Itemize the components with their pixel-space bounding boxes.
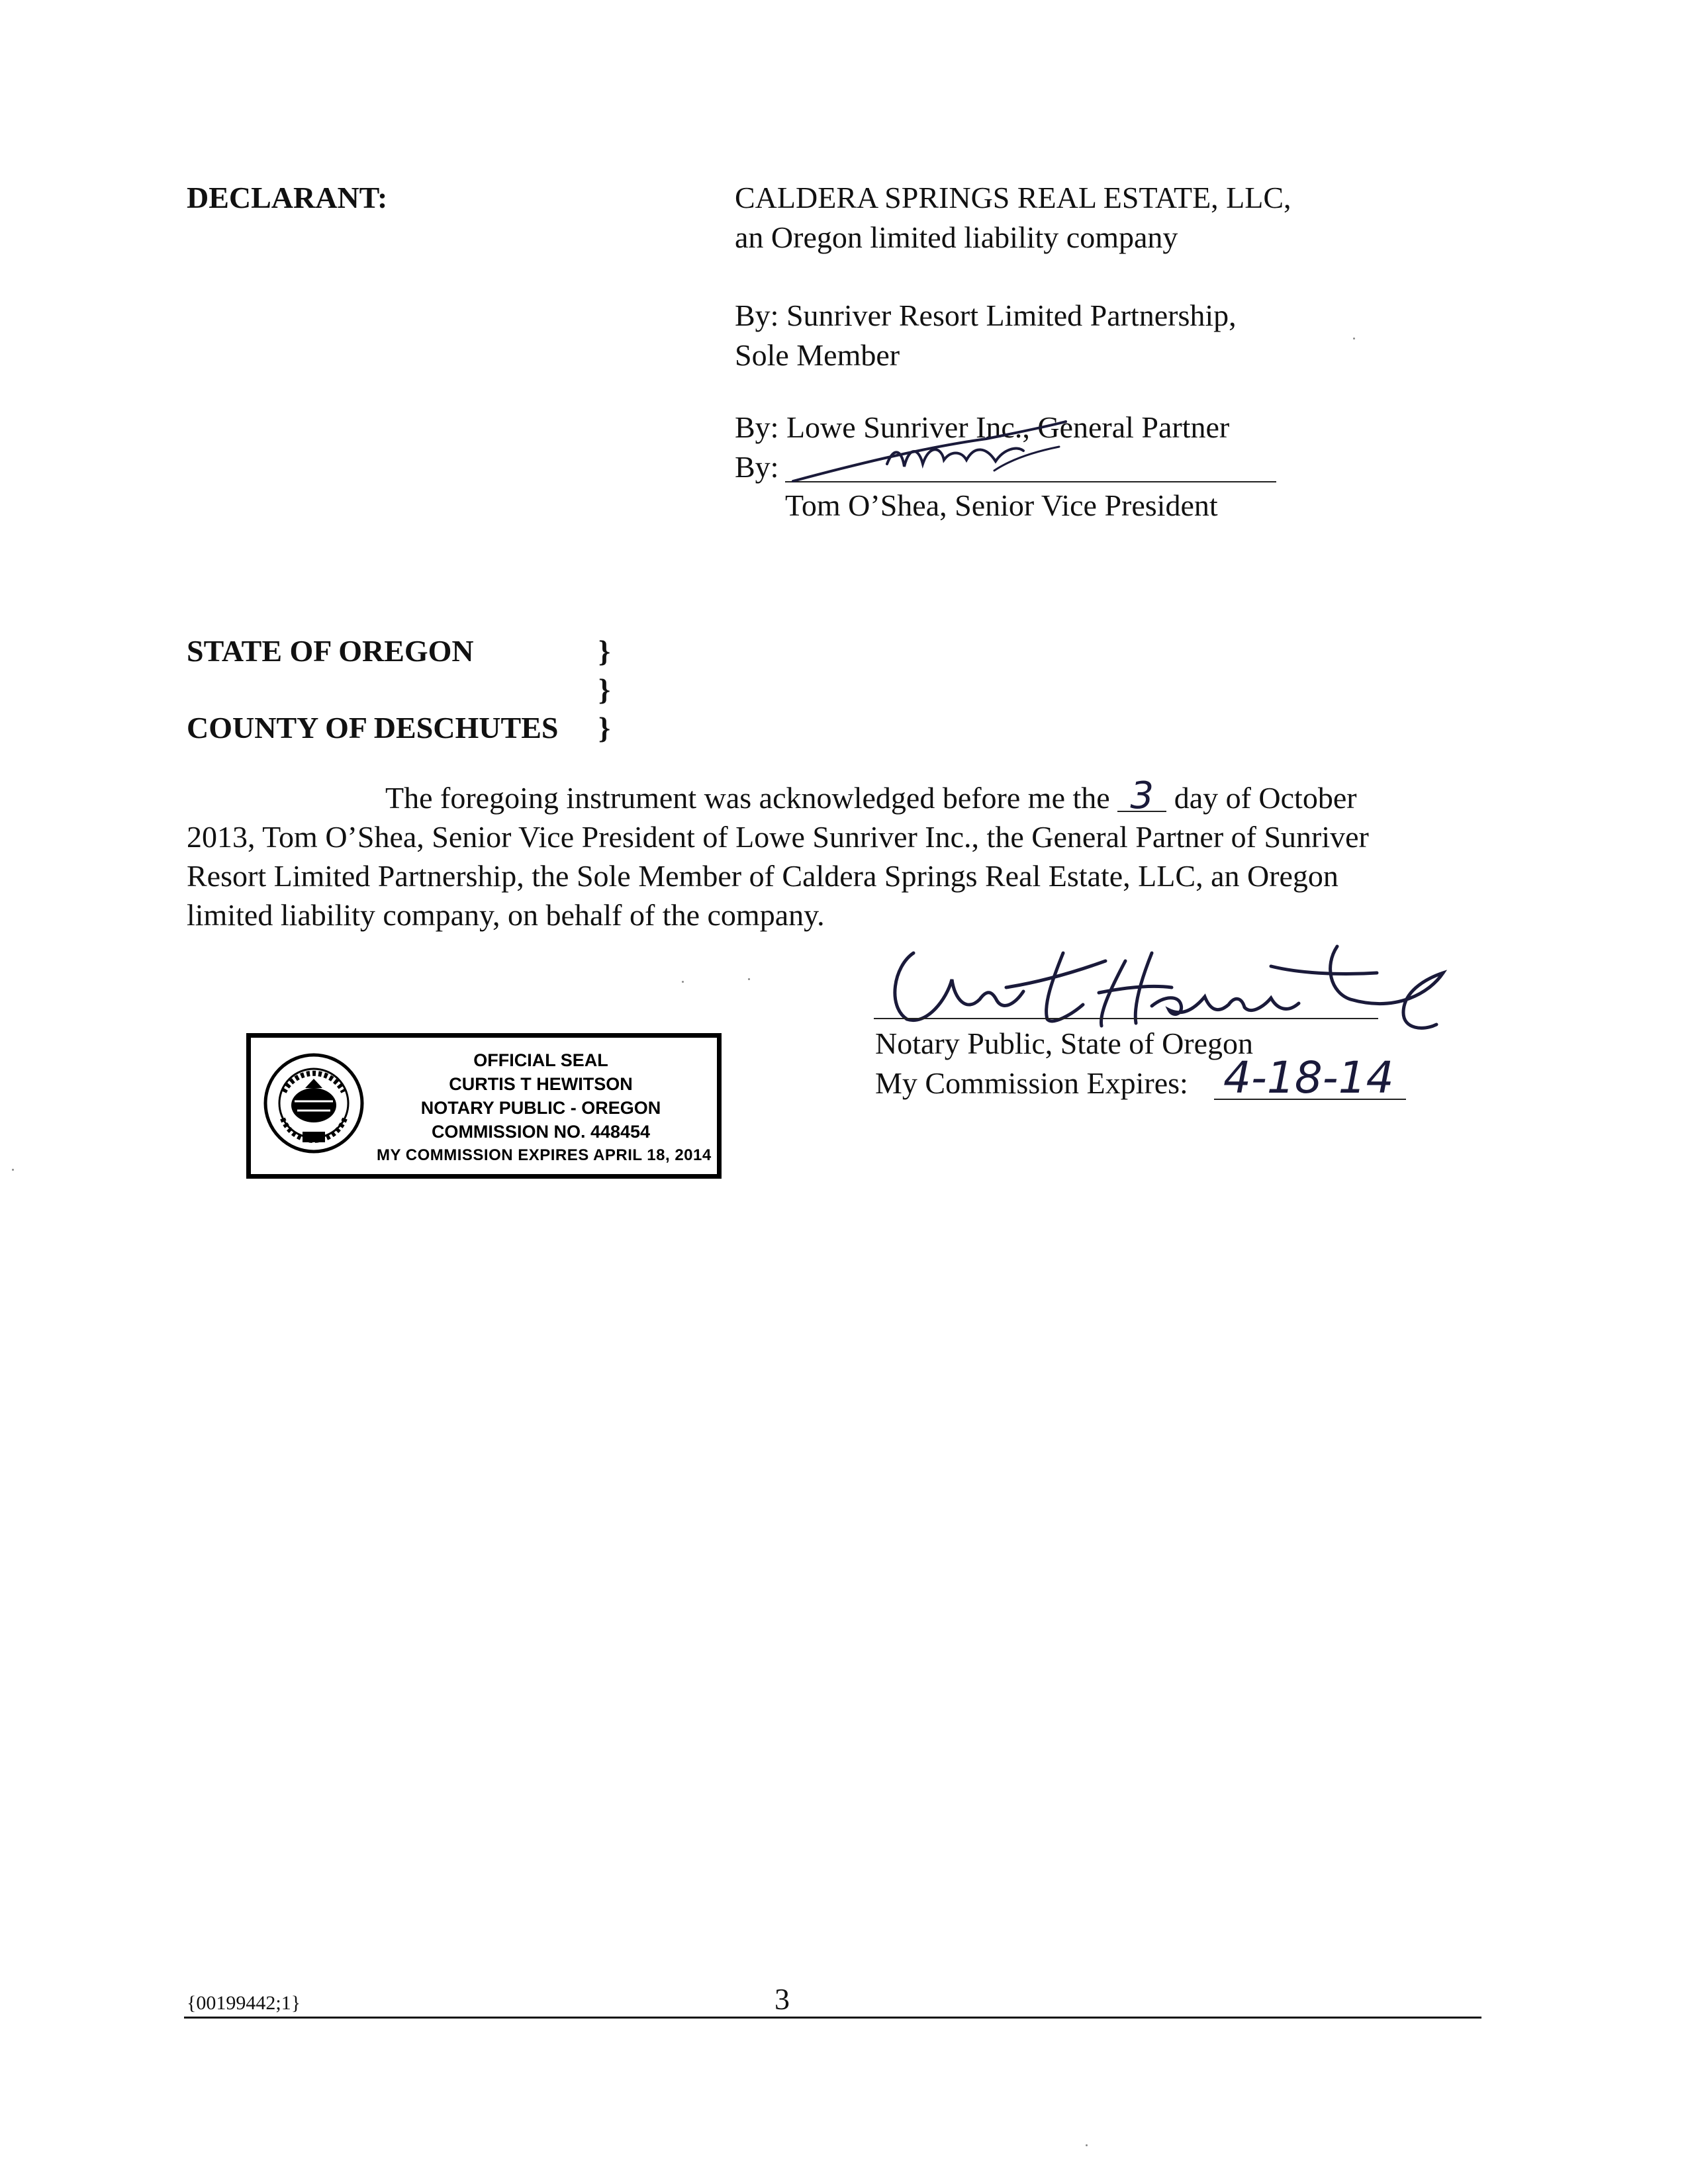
commission-date: 4-18-14	[1223, 1052, 1394, 1103]
oregon-state-seal-icon	[263, 1052, 365, 1155]
official-seal-stamp	[246, 1033, 722, 1179]
scan-speck	[1353, 338, 1355, 340]
footer-doc-number: {00199442;1}	[187, 1992, 301, 2014]
scan-speck	[1086, 2144, 1088, 2146]
acknowledgment-line-4: limited liability company, on behalf of the company.	[187, 898, 825, 932]
state-venue: STATE OF OREGON	[187, 634, 474, 668]
acknowledgment-line-2: 2013, Tom O’Shea, Senior Vice President of Lowe Sunriver Inc., the General Partner of Sunriver	[187, 820, 1369, 854]
seal-commission-expiry: MY COMMISSION EXPIRES APRIL 18, 2014	[377, 1146, 712, 1164]
seal-notary-public: NOTARY PUBLIC - OREGON	[420, 1098, 661, 1118]
seal-commission-number: COMMISSION NO. 448454	[431, 1122, 651, 1142]
notary-title: Notary Public, State of Oregon	[875, 1026, 1254, 1060]
acknowledgment-intro: The foregoing instrument was acknowledged before me the	[385, 781, 1110, 815]
page-number: 3	[774, 1982, 790, 2016]
by-member-line1: By: Sunriver Resort Limited Partnership,	[735, 298, 1237, 332]
venue-brace-top: }	[598, 634, 611, 668]
by-partner-line: By: Lowe Sunriver Inc., General Partner	[735, 410, 1230, 444]
venue-brace-middle: }	[598, 672, 611, 706]
declarant-heading: DECLARANT:	[187, 181, 388, 214]
declarant-signature	[788, 407, 1092, 493]
seal-text-block	[377, 1048, 712, 1167]
seal-notary-name: CURTIS T HEWITSON	[449, 1074, 633, 1094]
notary-signature-line	[874, 1018, 1378, 1019]
entity-name: CALDERA SPRINGS REAL ESTATE, LLC,	[735, 181, 1291, 214]
footer-rule	[184, 2017, 1481, 2019]
entity-type: an Oregon limited liability company	[735, 220, 1178, 254]
acknowledgment-month: day of October	[1174, 781, 1357, 815]
by-member-line2: Sole Member	[735, 338, 900, 372]
signatory-name: Tom O’Shea, Senior Vice President	[785, 488, 1218, 522]
acknowledgment-line-3: Resort Limited Partnership, the Sole Member of Caldera Springs Real Estate, LLC, an Oregon	[187, 859, 1338, 893]
venue-brace-bottom: }	[598, 711, 611, 745]
acknowledgment-day: 3	[1117, 782, 1166, 812]
seal-title: OFFICIAL SEAL	[473, 1050, 608, 1070]
scan-speck	[748, 978, 750, 980]
county-venue: COUNTY OF DESCHUTES	[187, 711, 559, 745]
notary-signature	[874, 927, 1463, 1039]
acknowledgment-line-1	[187, 774, 1484, 817]
commission-label: My Commission Expires:	[875, 1066, 1188, 1100]
by-signature-label: By:	[735, 450, 779, 484]
acknowledgment-paragraph	[187, 774, 1484, 934]
scan-speck	[12, 1169, 14, 1171]
scan-speck	[682, 981, 684, 983]
